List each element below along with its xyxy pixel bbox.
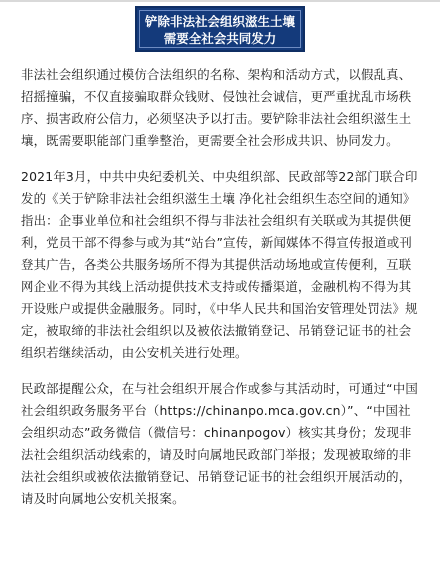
title-line-1: 铲除非法社会组织滋生土壤 (144, 14, 295, 29)
paragraph-policy: 2021年3月，中共中央纪委机关、中央组织部、民政部等22部门联合印发的《关于铲除非法社会组织滋生土壤 净化社会组织生态空间的通知》指出：企事业单位和社会组织不得与非法社会组织有关联或为其提供便利，党员干部不得参与或为其“站台”宣传，新闻媒体不得宣传报道或刊登其广告，各类公共服务场所不得为其提供活动场地或宣传便利，互联网企业不得为其线上活动提供技术支持或传播渠道，金融机构不得为其开设账户或提供金融服务。同时，《中华人民共和国治安管理处罚法》规定，被取缔的非法社会组织以及被依法撤销登记、吊销登记证书的社会组织若继续活动，由公安机关进行处理。 (21, 169, 418, 360)
article-body (21, 64, 421, 524)
title-line-2: 需要全社会共同发力 (163, 31, 277, 46)
paragraph-intro: 非法社会组织通过模仿合法组织的名称、架构和活动方式，以假乱真、招摇撞骗，不仅直接骗取群众钱财、侵蚀社会诚信，更严重扰乱市场秩序、损害政府公信力，必须坚决予以打击。要铲除非法社会组织滋生土壤，既需要职能部门重拳整治，更需要全社会形成共识、协同发力。 (21, 67, 412, 148)
title-banner (135, 6, 305, 52)
top-divider (0, 0, 440, 2)
paragraph-reminder: 民政部提醒公众，在与社会组织开展合作或参与其活动时，可通过“中国社会组织政务服务平台（https://chinanpo.mca.gov.cn）”、“中国社会组织动态”政务微信（微信号：chinanpogov）核实其身份；发现非法社会组织活动线索的，请及时向属地民政部门举报；发现被取缔的非法社会组织或被依法撤销登记、吊销登记证书的社会组织开展活动的，请及时向属地公安机关报案。 (21, 381, 418, 506)
